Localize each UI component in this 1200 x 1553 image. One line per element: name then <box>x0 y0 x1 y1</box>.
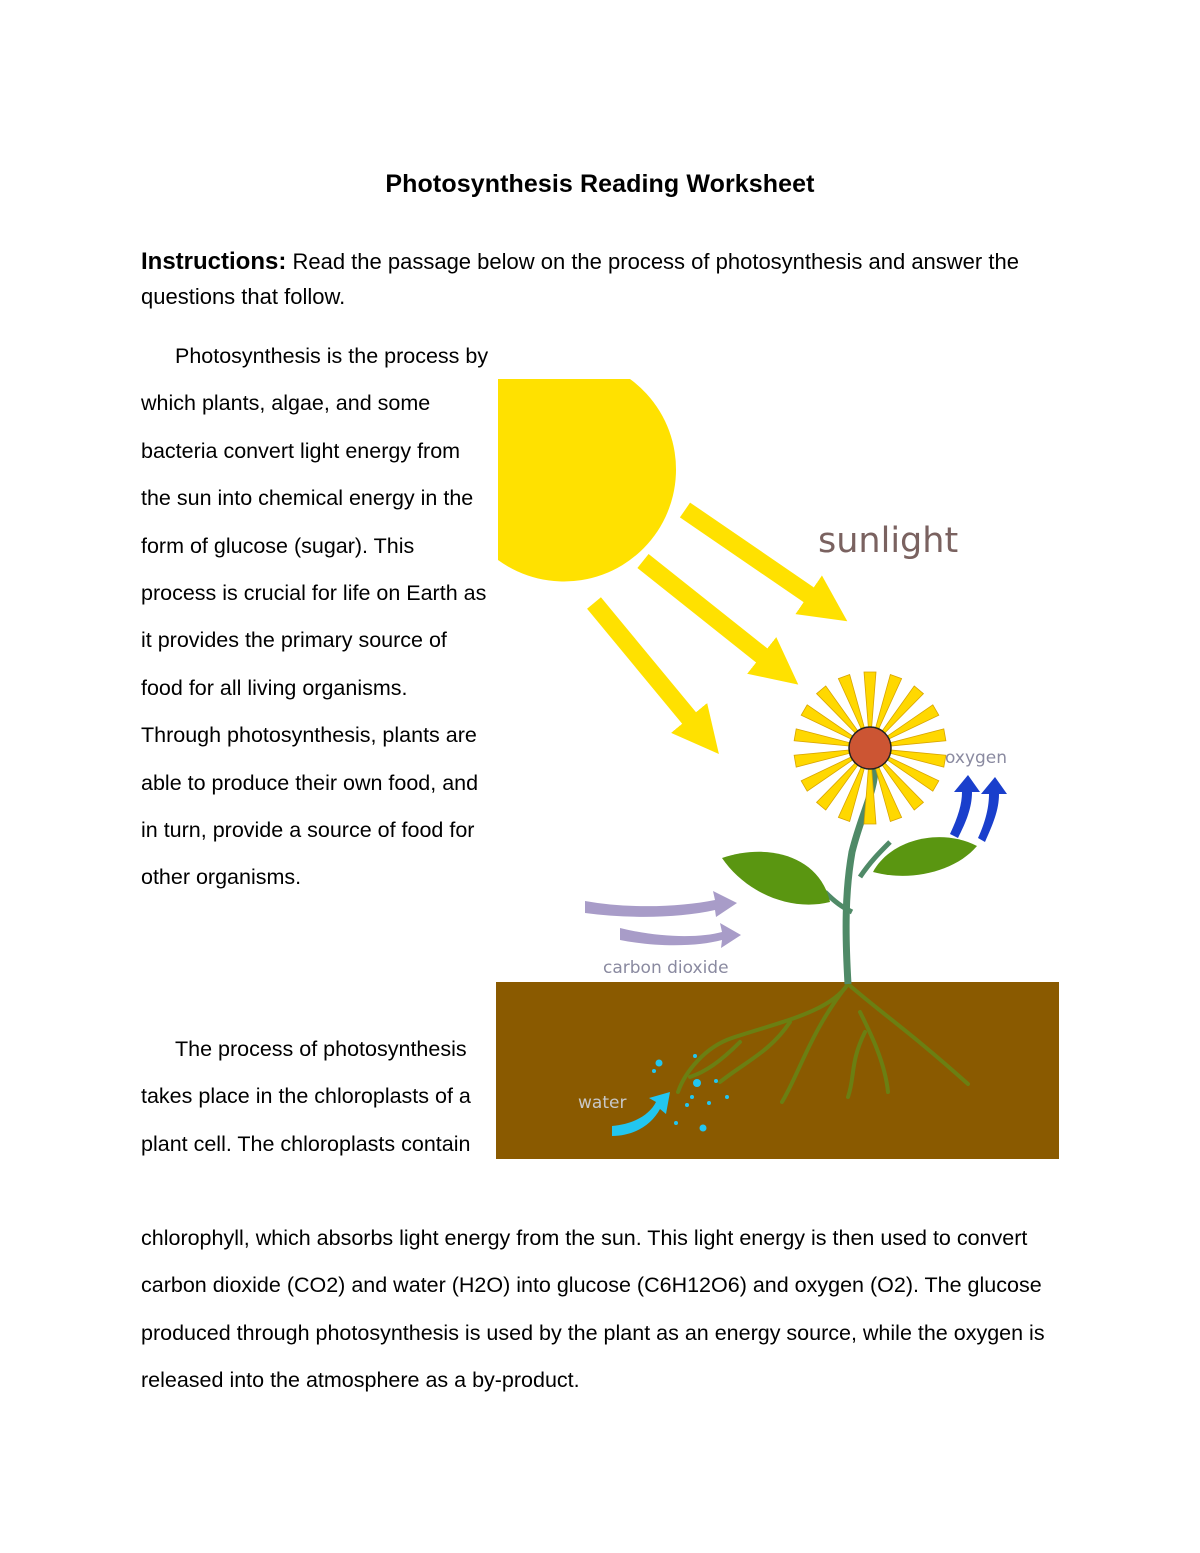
sunlight-arrow <box>643 561 780 670</box>
carbon-dioxide-arrows-icon <box>585 891 741 948</box>
water-droplet <box>652 1069 656 1073</box>
carbon-dioxide-label: carbon dioxide <box>603 958 729 978</box>
sunlight-arrow <box>685 510 828 608</box>
instructions-text: Read the passage below on the process of photosynthesis and answer the questions that follow. <box>141 249 1019 309</box>
water-droplet <box>693 1079 701 1087</box>
photosynthesis-diagram <box>490 372 1065 1164</box>
water-droplet <box>707 1101 711 1105</box>
water-droplet <box>714 1079 718 1083</box>
sun-icon <box>498 379 676 582</box>
paragraph-intro <box>141 333 493 902</box>
water-label: water <box>578 1093 627 1113</box>
sunlight-arrow <box>594 603 704 736</box>
water-droplet <box>674 1121 678 1125</box>
page-title: Photosynthesis Reading Worksheet <box>385 170 815 198</box>
oxygen-arrows-icon <box>950 775 1007 842</box>
oxygen-label: oxygen <box>945 748 1008 768</box>
water-droplet <box>685 1103 689 1107</box>
flower-center <box>849 727 891 769</box>
paragraph-chloroplasts-text: The process of photosynthesis takes place in the chloroplasts of a plant cell. The chloroplasts contain <box>141 1037 471 1156</box>
instructions-label: Instructions: <box>141 248 287 275</box>
water-droplet <box>700 1125 707 1132</box>
water-droplet <box>656 1060 663 1067</box>
sunflower <box>794 672 946 824</box>
sunlight-label: sunlight <box>818 521 959 561</box>
paragraph-chlorophyll <box>141 1215 1071 1405</box>
paragraph-chlorophyll-text: chlorophyll, which absorbs light energy from the sun. This light energy is then used to convert carbon dioxide (CO2) and water (H2O) into glucose (C6H12O6) and oxygen (O2). The glucose produced through photosynthesis is used by the plant as an energy source, while the oxygen is released into the atmosphere as a by-product. <box>141 1226 1045 1393</box>
water-droplet <box>693 1054 697 1058</box>
paragraph-chloroplasts <box>141 1026 493 1168</box>
water-droplet <box>725 1095 729 1099</box>
paragraph-intro-text: Photosynthesis is the process by which plants, algae, and some bacteria convert light energy from the sun into chemical energy in the form of glucose (sugar). This process is crucial for life on Earth as it provides the primary source of food for all living organisms. Through photosynthesis, plants are able to produce their own food, and in turn, provide a source of food for other organisms. <box>141 344 489 890</box>
soil <box>496 982 1059 1159</box>
leaf-left <box>722 852 830 905</box>
instructions <box>141 244 1071 314</box>
water-droplet <box>690 1095 694 1099</box>
